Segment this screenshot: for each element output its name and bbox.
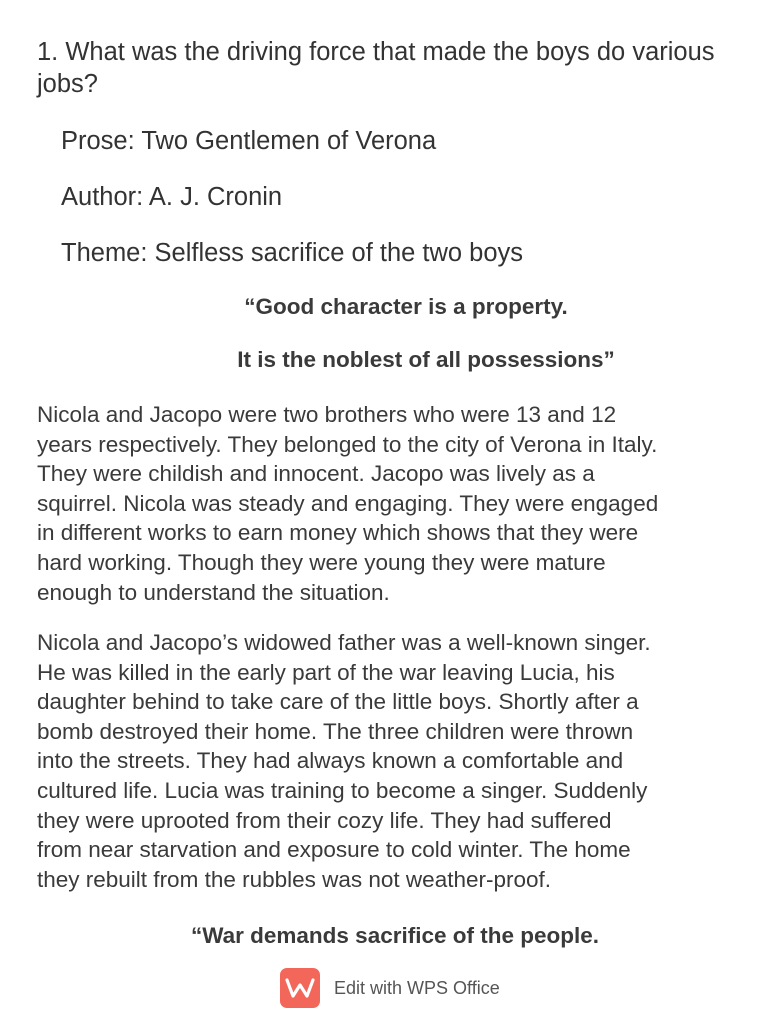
quote-line-2: It is the noblest of all possessions” [237, 347, 615, 372]
theme-line: Theme: Selfless sacrifice of the two boys [61, 239, 524, 267]
paragraph-2: Nicola and Jacopo’s widowed father was a well-known singer. He was killed in the early part of the war leaving Lucia, his daughter behind to take care of the little boys. Shortly after a bomb destroyed their home. The three children were thrown into the streets. They had always known a comfortable and cultured life. Lucia was training to become a singer. Suddenly they were uprooted from their cozy life. They had suffered from near starvation and exposure to cold winter. The home they rebuilt from the rubbles was not weather-proof. [37, 630, 651, 892]
wps-footer[interactable] [280, 968, 500, 1008]
paragraph-1: Nicola and Jacopo were two brothers who were 13 and 12 years respectively. They belonged to the city of Verona in Italy. They were childish and innocent. Jacopo was lively as a squirrel. Nicola was steady and engaging. They were engaged in different works to earn money which shows that they were hard working. Though they were young they were mature enough to understand the situation. [37, 402, 659, 605]
quote-line-3: “War demands sacrifice of the people. [190, 923, 600, 948]
prose-title: Prose: Two Gentlemen of Verona [61, 127, 437, 155]
quote-line-1: “Good character is a property. [244, 294, 568, 319]
question-heading: 1. What was the driving force that made the boys do various jobs? [37, 38, 715, 98]
footer-text: Edit with WPS Office [334, 977, 500, 998]
wps-office-logo-icon [280, 968, 320, 1008]
author-line: Author: A. J. Cronin [61, 183, 283, 211]
